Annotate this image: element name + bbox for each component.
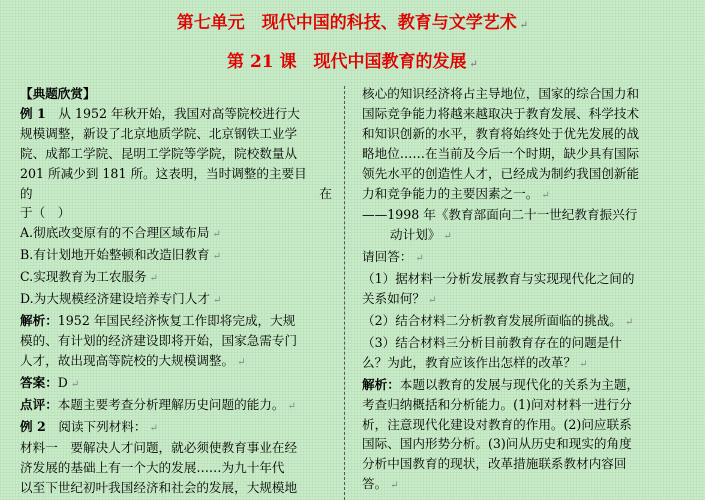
analysis-line: 解析：本题以教育的发展与现代化的关系为主题， — [362, 376, 640, 392]
material-line: 领先水平的创造性人才，已经成为制约我国创新能 — [362, 165, 640, 181]
example-1-line: 规模调整，新设了北京地质学院、北京钢铁工业学 — [20, 125, 298, 141]
answer-line: 答案：D ↵ — [20, 374, 80, 390]
example-1-line: 例 1 从 1952 年秋开始，我国对高等院校进行大 — [20, 105, 300, 121]
material-line: 材料一 要解决人才问题，就必须使教育事业在经 — [20, 440, 298, 456]
material-line: 核心的知识经济将占主导地位，国家的综合国力和 — [362, 86, 640, 101]
material-line: 以至下世纪初叶我国经济和社会的发展，大规模地 — [20, 480, 298, 496]
option-b: B.有计划地开始整顿和改造旧教育 ↵ — [20, 247, 221, 263]
source-line: ——1998 年《教育部面向二十一世纪教育振兴行 — [362, 207, 638, 223]
material-line: 济发展的基础上有一个大的发展……为九十年代 — [20, 460, 285, 476]
answer-value: D — [57, 374, 68, 390]
analysis-label: 解析： — [20, 312, 58, 328]
section-label: 【典题欣赏】 — [20, 86, 96, 101]
analysis-line: 模的、有计划的经济建设即将开始，国家急需专门 — [20, 332, 298, 348]
example-2-line: 例 2 阅读下列材料： ↵ — [20, 418, 158, 434]
option-a: A.彻底改变原有的不合理区域布局 ↵ — [20, 225, 221, 241]
question-line: 关系如何？ ↵ — [362, 291, 437, 307]
material-line: 力和竞争能力的主要因素之一。 ↵ — [362, 185, 550, 201]
source-line: 动计划》 ↵ — [390, 227, 452, 243]
right-column — [362, 84, 692, 496]
analysis-line: 析，注意现代化建设对教育的作用。(2)问应联系 — [362, 416, 632, 432]
option-d: D.为大规模经济建设培养专门人才 ↵ — [20, 291, 222, 307]
analysis-line: 答。 ↵ — [362, 476, 399, 492]
analysis-label: 解析： — [362, 376, 400, 392]
comment-label: 点评： — [20, 396, 58, 412]
example-1-line: 201 所减少到 181 所。这表明，当时调整的主要目 — [20, 165, 307, 181]
material-line: 国际竞争能力将越来越取决于教育发展、科学技术 — [362, 105, 640, 121]
comment-line: 点评：本题主要考查分析理解历史问题的能力。 ↵ — [20, 396, 296, 412]
example-2-label: 例 2 — [20, 418, 46, 434]
analysis-line: 解析：1952 年国民经济恢复工作即将完成，大规 — [20, 312, 296, 328]
question-line: 么？为此，教育应该作出怎样的改革？ ↵ — [362, 354, 588, 370]
paragraph-mark-icon: ↵ — [469, 59, 478, 70]
answer-label: 答案： — [20, 374, 58, 390]
analysis-line: 国际、国内形势分析。(3)问从历史和现实的角度 — [362, 436, 632, 452]
lesson-title: 第 21 课 现代中国教育的发展 ↵ — [227, 52, 478, 72]
question-line: （1）据材料一分析发展教育与实现现代化之间的 — [362, 271, 635, 287]
material-line: 和知识创新的水平，教育将始终处于优先发展的战 — [362, 125, 640, 141]
analysis-line: 分析中国教育的现状，改革措施联系教材内容回 — [362, 456, 627, 472]
analysis-line: 考查归纳概括和分析能力。(1)问对材料一进行分 — [362, 396, 632, 412]
question-line: （3）结合材料三分析目前教育存在的问题是什 — [362, 334, 622, 350]
example-1-label: 例 1 — [20, 105, 46, 121]
unit-title: 第七单元 现代中国的科技、教育与文学艺术 ↵ — [176, 13, 529, 33]
column-divider — [344, 86, 345, 500]
question-line: （2）结合材料二分析教育发展所面临的挑战。 ↵ — [362, 312, 634, 328]
example-1-line: 于（ ） — [20, 205, 71, 221]
paragraph-mark-icon: ↵ — [519, 20, 529, 31]
example-1-line: 院、成都工学院、昆明工学院等学院，院校数量从 — [20, 145, 298, 161]
option-c: C.实现教育为工农服务 ↵ — [20, 269, 158, 285]
example-1-line: 的 在 — [20, 185, 332, 201]
material-line: 略地位……在当前及今后一个时期，缺少具有国际 — [362, 145, 640, 161]
left-column — [20, 84, 332, 498]
question-intro: 请回答： ↵ — [362, 249, 424, 265]
analysis-line: 人才，故出现高等院校的大规模调整。 ↵ — [20, 352, 246, 368]
